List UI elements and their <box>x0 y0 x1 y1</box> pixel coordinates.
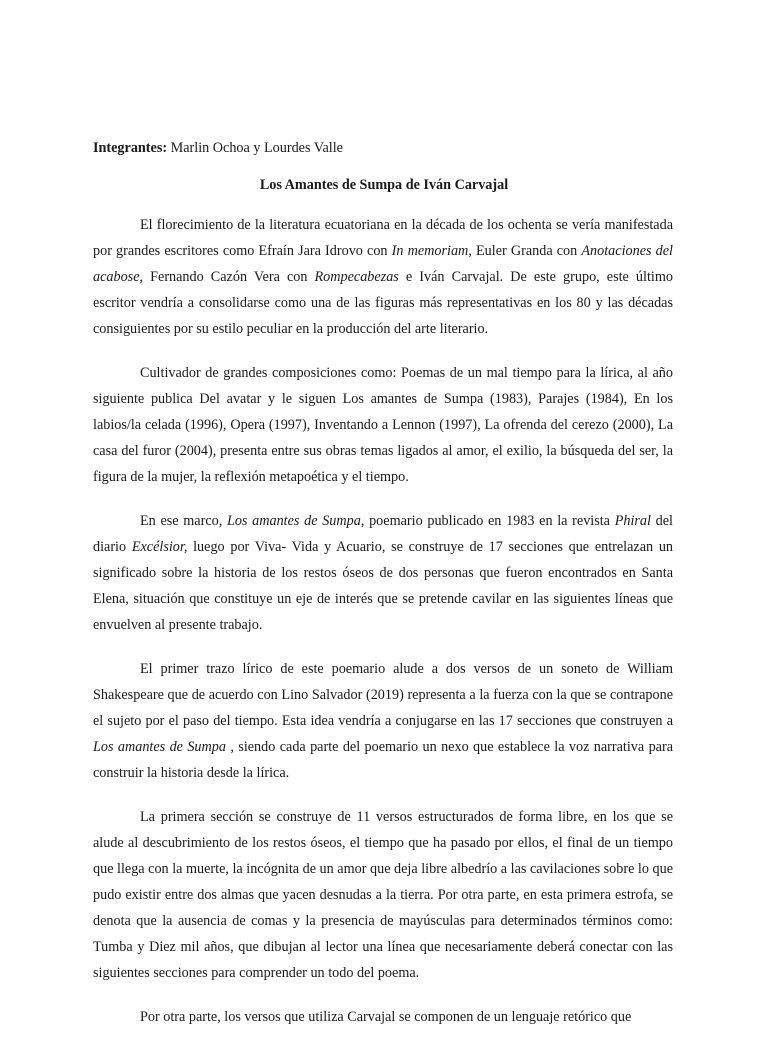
document-title: Los Amantes de Sumpa de Iván Carvajal <box>259 177 509 193</box>
italic-title: Anotaciones del acabose <box>93 243 673 285</box>
members-label: Integrantes: <box>93 140 168 156</box>
italic-title: In memoriam <box>391 243 469 259</box>
italic-title: Los amantes de Sumpa , <box>93 739 234 755</box>
paragraph-5: La primera sección se construye de 11 versos estructurados de forma libre, en los que se alude al descubrimiento de los restos óseos, el tiempo que ha pasado por ellos, el final de un tiempo que llega con la muerte, la incógnita de un amor que deja libre albedrío a las cavilaciones sobre lo que pudo existir entre dos almas que yacen desnudas a la tierra. Por otra parte, en esta primera estrofa, se denota que la ausencia de comas y la presencia de mayúsculas para determinados términos como: Tumba y Diez mil años, que dibujan al lector una línea que necesariamente deberá conectar con las siguientes secciones para comprender un todo del poema. <box>93 809 673 981</box>
paragraph-6: Por otra parte, los versos que utiliza Carvajal se componen de un lenguaje retórico que <box>140 1009 632 1025</box>
text-run: e Iván Carvajal. De este grupo, este último escritor vendría a consolidarse como una de las figuras más representativas en los 80 y las décadas consiguientes por su estilo peculiar en la producción del arte literario. <box>93 269 673 337</box>
document-body <box>93 212 673 1048</box>
text-run: , Fernando Cazón Vera con <box>139 269 315 285</box>
members-line <box>93 139 343 157</box>
paragraph-1 <box>93 212 673 342</box>
text-run: En ese marco, <box>140 513 227 529</box>
paragraph-2: Cultivador de grandes composiciones como: Poemas de un mal tiempo para la lírica, al año siguiente publica Del avatar y le siguen Los amantes de Sumpa (1983), Parajes (1984), En los labios/la celada (1996), Opera (1997), Inventando a Lennon (1997), La ofrenda del cerezo (2000), La casa del furor (2004), presenta entre sus obras temas ligados al amor, el exilio, la búsqueda del ser, la figura de la mujer, la reflexión metapoética y el tiempo. <box>93 365 673 485</box>
text-run: , poemario publicado en 1983 en la revista <box>360 513 615 529</box>
text-run: luego por Viva- Vida y Acuario, se construye de 17 secciones que entrelazan un significado sobre la historia de los restos óseos de dos personas que fueron encontrados en Santa Elena, situación que constituye un eje de interés que se pretende cavilar en las siguientes líneas que envuelven al presente trabajo. <box>93 539 674 633</box>
paragraph-3 <box>93 508 673 638</box>
italic-title: Los amantes de Sumpa <box>226 513 361 529</box>
italic-title: Rompecabezas <box>314 269 399 285</box>
text-run: , Euler Granda con <box>468 243 582 259</box>
text-run: siendo cada parte del poemario un nexo que establece la voz narrativa para construir la historia desde la lírica. <box>93 739 673 781</box>
text-run: El primer trazo lírico de este poemario alude a dos versos de un soneto de William Shakespeare que de acuerdo con Lino Salvador (2019) representa a la fuerza con la que se contrapone el sujeto por el paso del tiempo. Esta idea vendría a conjugarse en las 17 secciones que construyen a <box>93 661 673 729</box>
italic-title: Excélsior, <box>131 539 188 555</box>
paragraph-4 <box>93 656 673 786</box>
members-names: Marlin Ochoa y Lourdes Valle <box>170 140 343 156</box>
italic-title: Phiral <box>614 513 651 529</box>
text-run: del diario <box>93 513 673 555</box>
text-run: El florecimiento de la literatura ecuatoriana en la década de los ochenta se vería manifestada por grandes escritores como Efraín Jara Idrovo con <box>93 217 673 259</box>
